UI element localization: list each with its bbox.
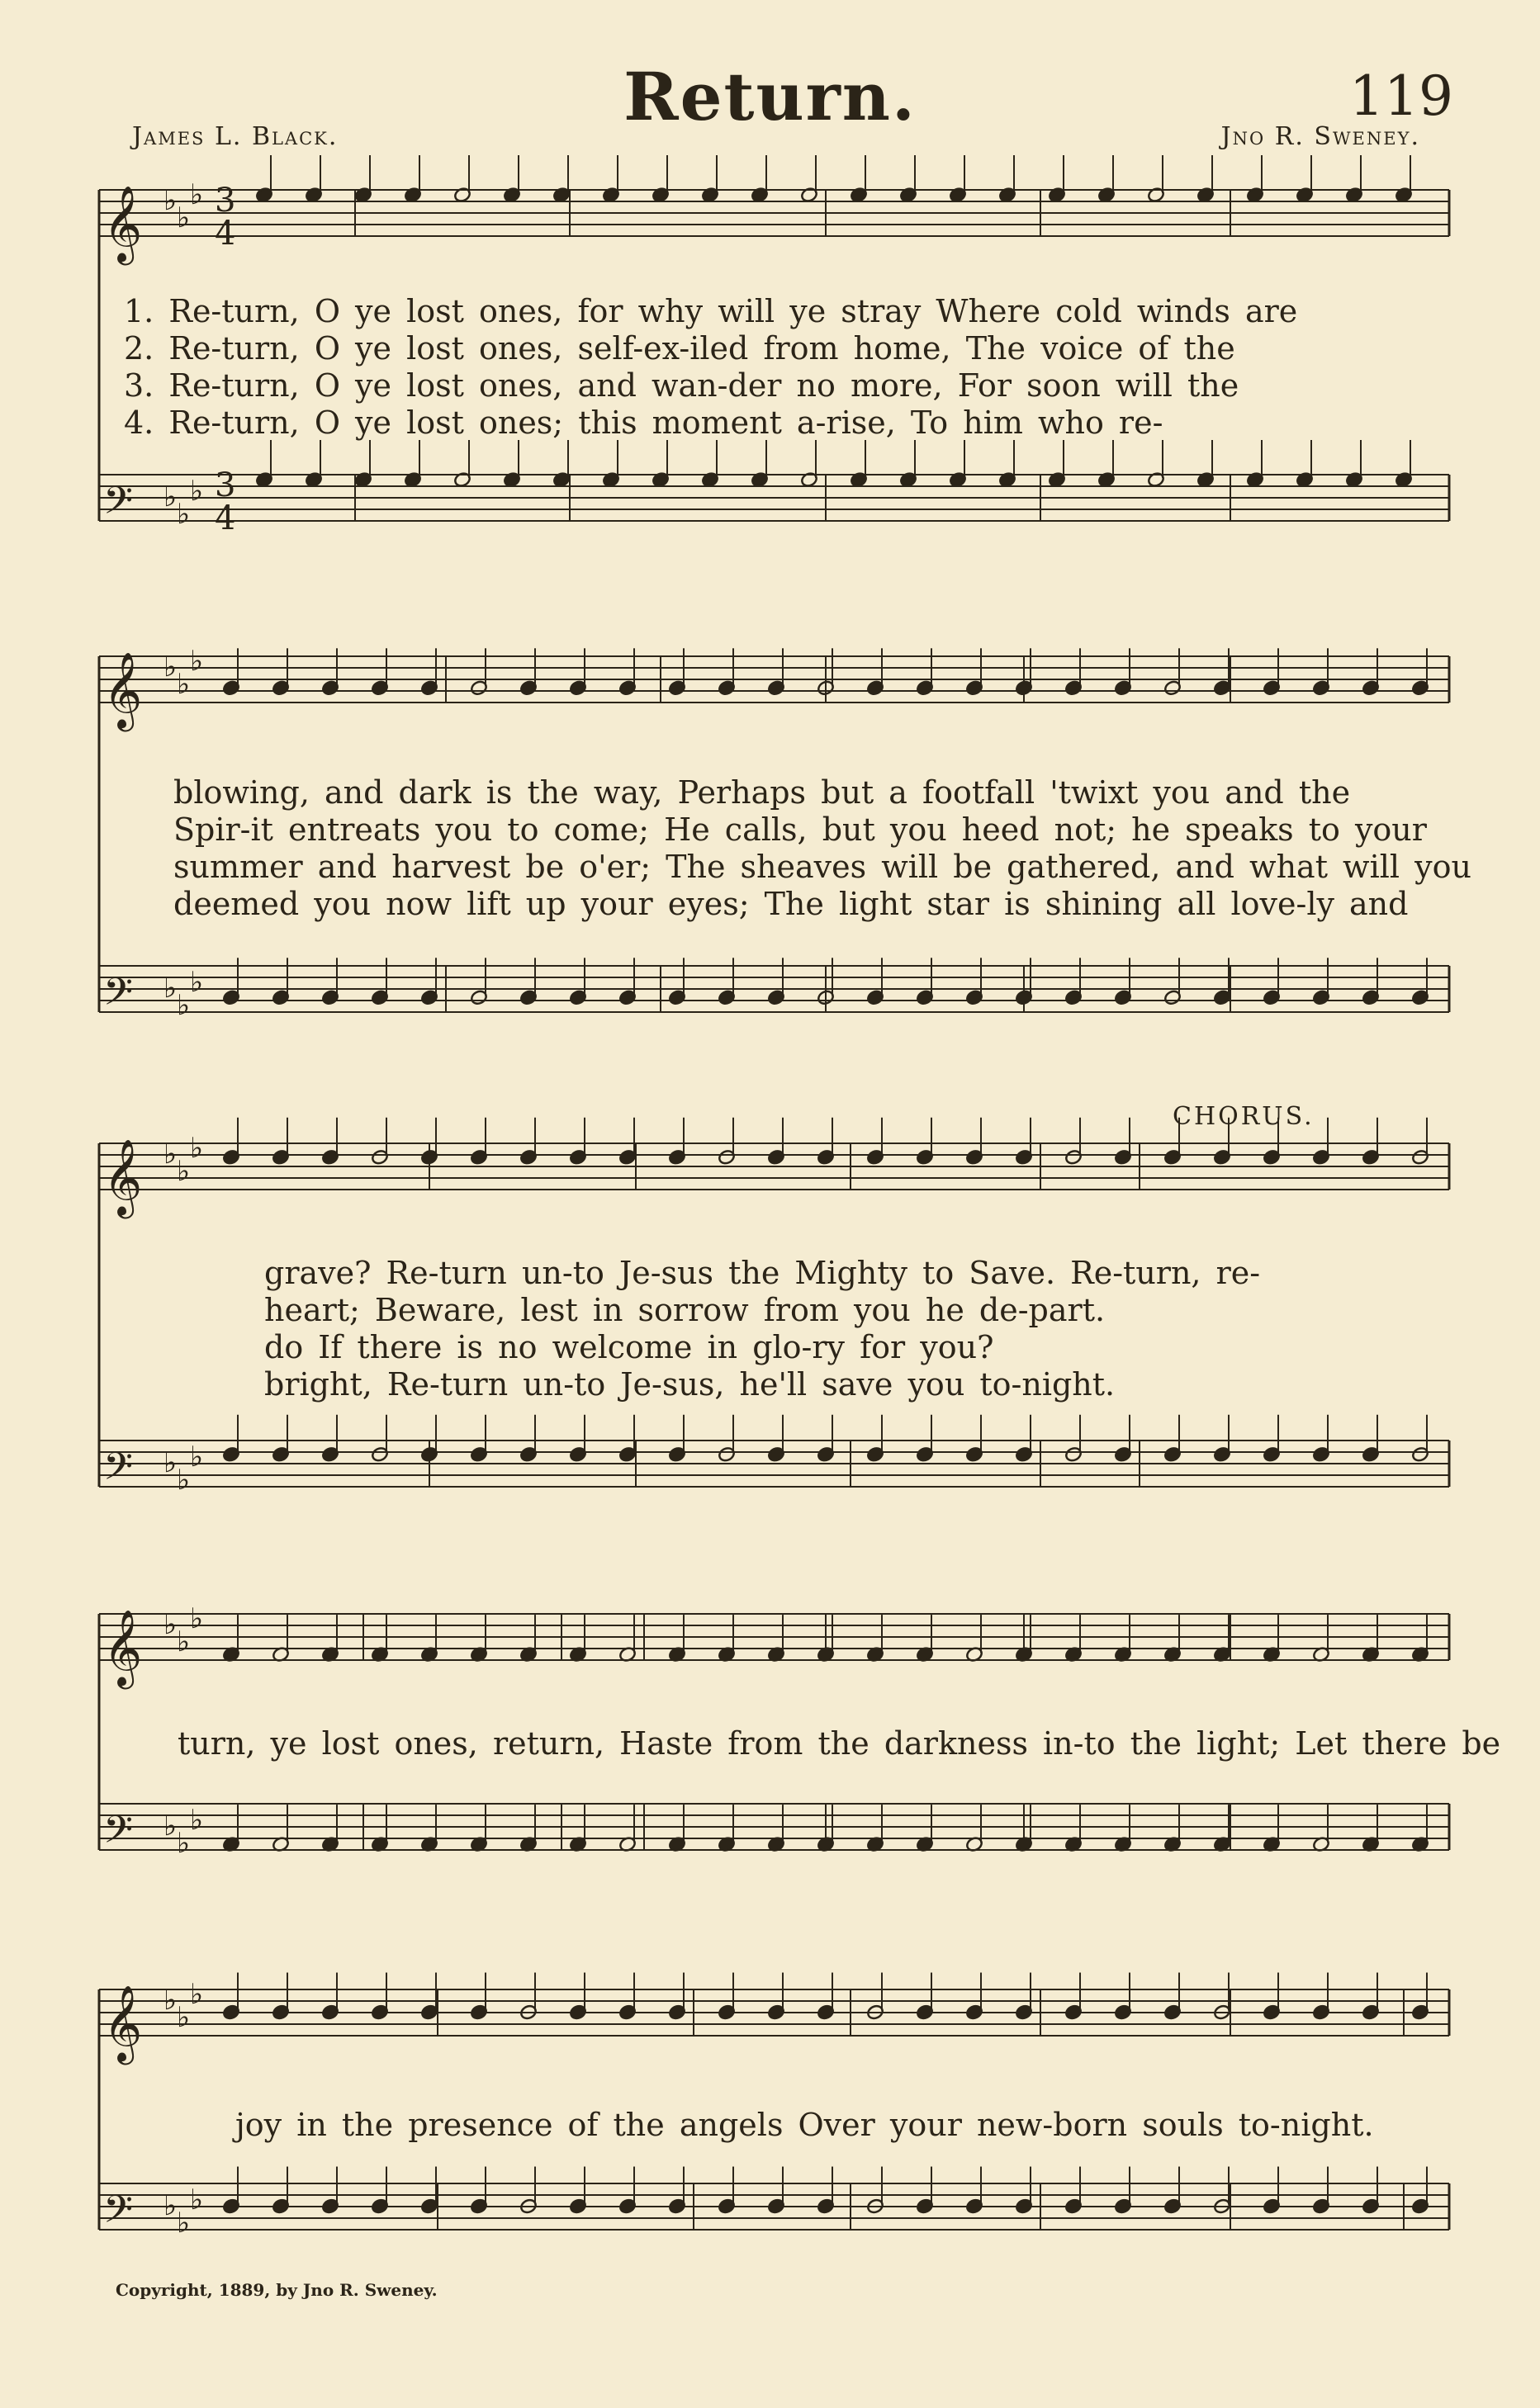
- bass-clef-icon: 𝄢: [103, 2188, 134, 2241]
- bass-clef-icon: 𝄢: [103, 479, 134, 532]
- flat-icon: ♭: [190, 1602, 204, 1635]
- hymn-title: Return.: [623, 58, 917, 135]
- lyric-line: 1. Re-turn, O ye lost ones, for why will ye stray Where cold winds are: [124, 293, 1298, 329]
- bass-clef-icon: 𝄢: [103, 1445, 134, 1498]
- lyric-line: grave? Re-turn un-to Je-sus the Mighty to Save. Re-turn, re-: [264, 1255, 1261, 1291]
- bass-clef-icon: 𝄢: [103, 1808, 134, 1862]
- flat-icon: ♭: [190, 475, 204, 508]
- time-signature-top: 3: [215, 182, 236, 220]
- lyric-line: 3. Re-turn, O ye lost ones, and wan-der no more, For soon will the: [124, 367, 1239, 404]
- flat-icon: ♭: [190, 1132, 204, 1165]
- page-number: 119: [1349, 64, 1453, 128]
- lyricist-credit: James L. Black.: [132, 122, 339, 151]
- flat-icon: ♭: [177, 2001, 191, 2034]
- flat-icon: ♭: [163, 972, 178, 1005]
- flat-icon: ♭: [190, 966, 204, 999]
- flat-icon: ♭: [177, 1155, 191, 1188]
- lyric-line: do If there is no welcome in glo-ry for you?: [264, 1329, 994, 1365]
- flat-icon: ♭: [190, 645, 204, 678]
- flat-icon: ♭: [177, 1827, 191, 1860]
- chorus-label: CHORUS.: [1173, 1102, 1315, 1131]
- flat-icon: ♭: [190, 1804, 204, 1837]
- flat-icon: ♭: [163, 1608, 178, 1641]
- lyric-line: bright, Re-turn un-to Je-sus, he'll save you to-night.: [264, 1366, 1116, 1403]
- lyric-line: 2. Re-turn, O ye lost ones, self-ex-iled from home, The voice of the: [124, 330, 1235, 367]
- lyric-line: heart; Beware, lest in sorrow from you he de-part.: [264, 1292, 1106, 1328]
- lyric-line: Spir-it entreats you to come; He calls, but you heed not; he speaks to your: [173, 811, 1427, 848]
- time-signature-top: 3: [215, 466, 236, 504]
- bass-clef-icon: 𝄢: [103, 970, 134, 1024]
- flat-icon: ♭: [190, 1441, 204, 1474]
- copyright-notice: Copyright, 1889, by Jno R. Sweney.: [116, 2280, 438, 2300]
- flat-icon: ♭: [177, 498, 191, 531]
- flat-icon: ♭: [190, 178, 204, 211]
- flat-icon: ♭: [190, 1978, 204, 2011]
- lyric-line: blowing, and dark is the way, Perhaps but a footfall 'twixt you and the: [173, 774, 1351, 811]
- flat-icon: ♭: [177, 1464, 191, 1497]
- lyric-line: joy in the presence of the angels Over your new-born souls to-night.: [235, 2107, 1374, 2143]
- lyric-line: summer and harvest be o'er; The sheaves will be gathered, and what will you: [173, 849, 1471, 885]
- lyric-line: turn, ye lost ones, return, Haste from the darkness in-to the light; Let there be: [178, 1725, 1501, 1762]
- treble-clef-icon: 𝄞: [103, 1138, 143, 1215]
- flat-icon: ♭: [163, 650, 178, 684]
- time-signature-bottom: 4: [215, 215, 236, 253]
- time-signature-bottom: 4: [215, 499, 236, 537]
- flat-icon: ♭: [177, 989, 191, 1022]
- flat-icon: ♭: [177, 2207, 191, 2240]
- flat-icon: ♭: [163, 184, 178, 217]
- flat-icon: ♭: [163, 1446, 178, 1479]
- flat-icon: ♭: [177, 201, 191, 234]
- lyric-line: 4. Re-turn, O ye lost ones; this moment a-rise, To him who re-: [124, 404, 1163, 441]
- composer-credit: Jno R. Sweney.: [1220, 122, 1420, 151]
- treble-clef-icon: 𝄞: [103, 1609, 143, 1686]
- treble-clef-icon: 𝄞: [103, 651, 143, 728]
- treble-clef-icon: 𝄞: [103, 1985, 143, 2061]
- treble-clef-icon: 𝄞: [103, 185, 143, 262]
- flat-icon: ♭: [177, 1625, 191, 1658]
- flat-icon: ♭: [163, 2189, 178, 2222]
- flat-icon: ♭: [163, 1810, 178, 1843]
- flat-icon: ♭: [190, 2183, 204, 2216]
- lyric-line: deemed you now lift up your eyes; The light star is shining all love-ly and: [173, 886, 1409, 922]
- flat-icon: ♭: [163, 480, 178, 513]
- flat-icon: ♭: [163, 1138, 178, 1171]
- flat-icon: ♭: [177, 668, 191, 701]
- flat-icon: ♭: [163, 1984, 178, 2017]
